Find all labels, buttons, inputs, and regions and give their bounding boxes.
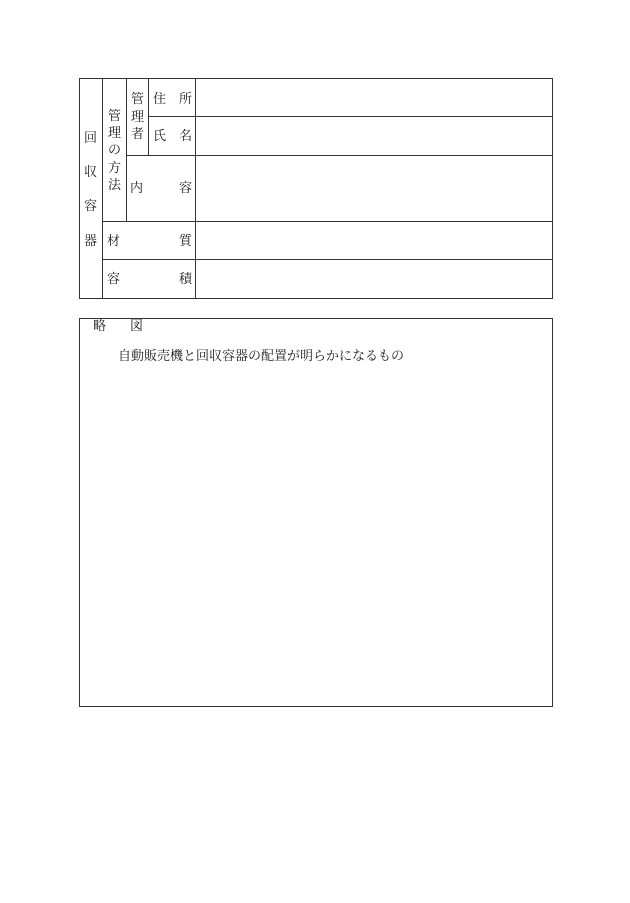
col-divider-method [126,78,127,221]
table-border-right [552,78,553,299]
field-naiyou[interactable] [197,157,551,220]
row-divider-name-content [126,155,553,156]
label-kanrisha-char-2: 理 [131,110,145,125]
field-zaishitsu[interactable] [197,223,551,258]
sketch-title-char-1: 略 [93,319,107,334]
row-divider-material-volume [102,259,553,260]
table-border-bottom [79,298,553,299]
label-naiyou-char-2: 容 [179,181,193,196]
label-kaishu-youki-char-1: 回 [84,131,98,146]
label-kanrisha-char-1: 管 [131,92,145,107]
sketch-instruction: 自動販売機と回収容器の配置が明らかになるもの [118,349,405,364]
label-shimei-char-1: 氏 [153,129,167,144]
collection-container-table [0,0,630,310]
label-kanri-houhou-char-4: 方 [108,161,122,176]
col-divider-value [195,78,196,299]
label-kaishu-youki-char-3: 容 [84,199,98,214]
col-divider-manager [148,78,149,155]
label-kanri-houhou-char-1: 管 [108,109,122,124]
label-jusho-char-1: 住 [153,92,167,107]
row-divider-content-material [102,221,553,222]
label-kaishu-youki-char-2: 収 [84,165,98,180]
label-zaishitsu-char-2: 質 [179,234,193,249]
sketch-title-char-2: 図 [130,319,144,334]
label-kanrisha-char-3: 者 [131,127,145,142]
col-divider-container [102,78,103,299]
label-shimei-char-2: 名 [179,129,193,144]
label-naiyou-char-1: 内 [130,181,144,196]
label-youseki-char-1: 容 [107,272,121,287]
label-youseki-char-2: 積 [179,272,193,287]
label-zaishitsu-char-1: 材 [107,234,121,249]
table-border-left [79,78,80,299]
field-youseki[interactable] [197,261,551,297]
row-divider-address-name [148,116,553,117]
sketch-box[interactable] [79,318,553,707]
label-kanri-houhou-char-5: 法 [108,178,122,193]
field-jusho[interactable] [197,80,551,115]
label-kanri-houhou-char-2: 理 [108,126,122,141]
label-kaishu-youki-char-4: 器 [84,234,98,249]
label-kanri-houhou-char-3: の [108,143,122,158]
table-border-top [79,78,553,79]
label-jusho-char-2: 所 [179,92,193,107]
field-shimei[interactable] [197,118,551,154]
